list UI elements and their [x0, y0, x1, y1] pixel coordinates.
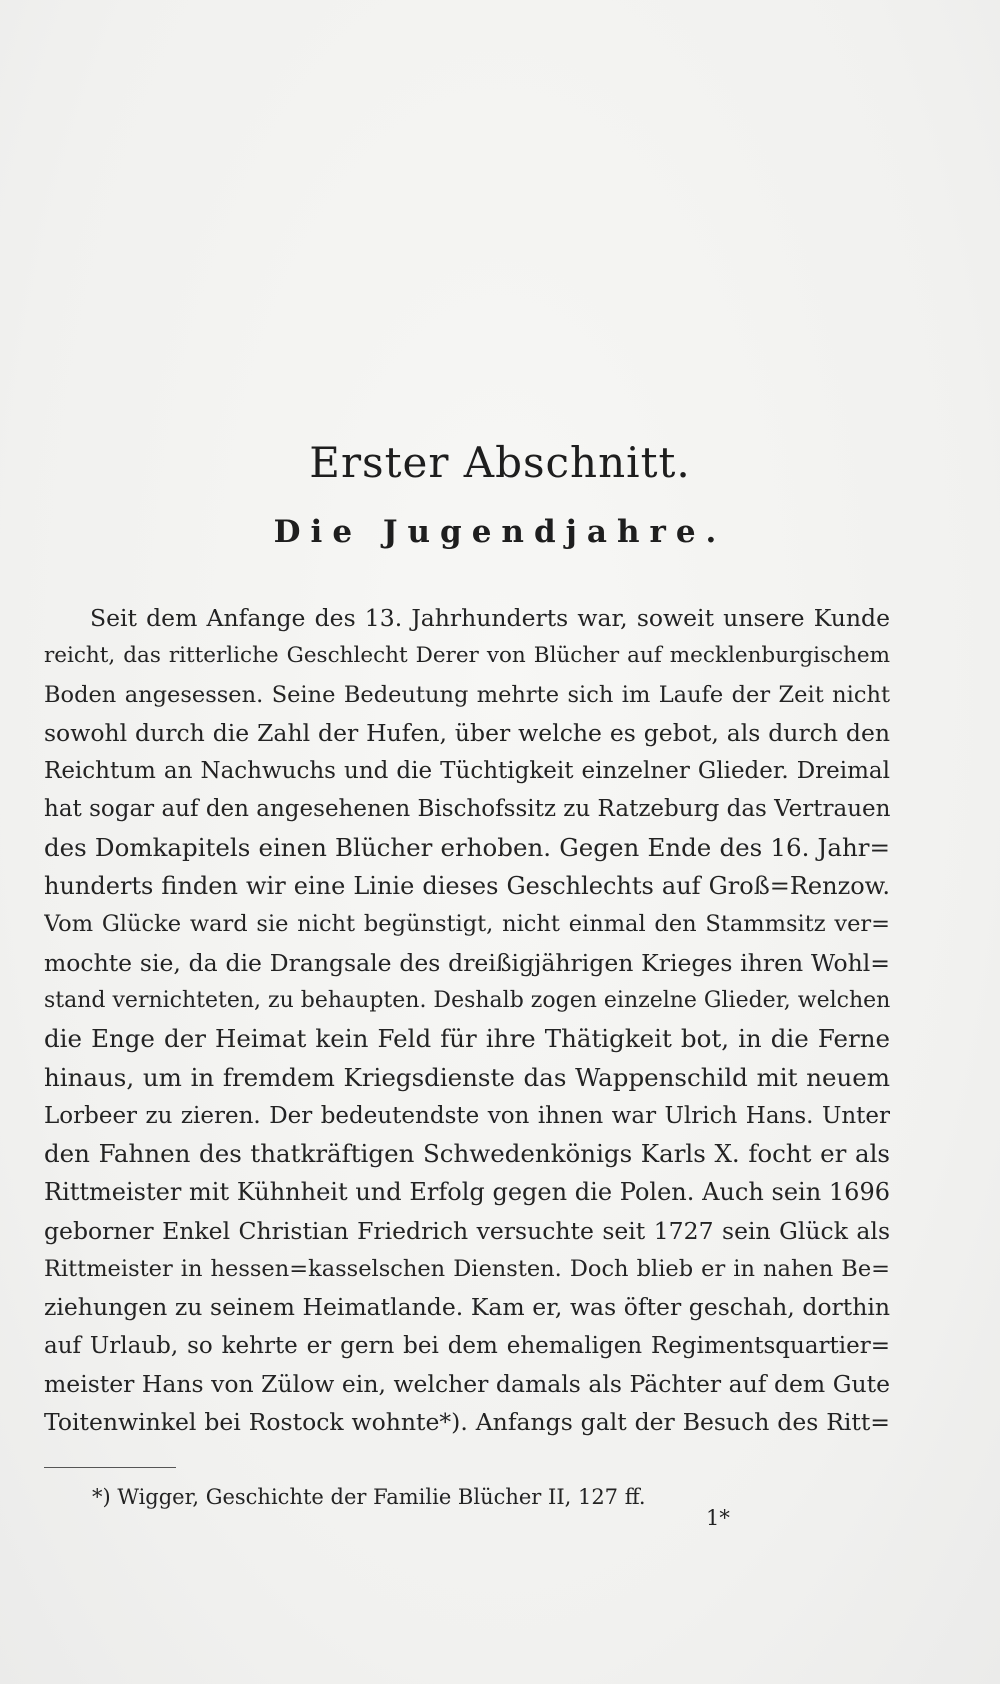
signature-mark: 1* [706, 1506, 730, 1530]
text-line: die Enge der Heimat kein Feld für ihre Thätigkeit bot, in die Ferne [44, 1024, 890, 1054]
text-line: Seit dem Anfange des 13. Jahrhunderts war, soweit unsere Kunde [90, 604, 890, 632]
text-line: Boden angesessen. Seine Bedeutung mehrte sich im Laufe der Zeit nicht [44, 681, 890, 708]
chapter-subtitle: Die Jugendjahre. [273, 514, 727, 550]
footnote: *) Wigger, Geschichte der Familie Blücher II, 127 ff. [92, 1485, 646, 1509]
text-line: stand vernichteten, zu behaupten. Deshalb zogen einzelne Glieder, welchen [44, 987, 890, 1013]
text-line: ziehungen zu seinem Heimatlande. Kam er, was öfter geschah, dorthin [44, 1293, 890, 1322]
chapter-title: Erster Abschnitt. [309, 438, 691, 487]
body-text [44, 599, 890, 1442]
text-line: mochte sie, da die Drangsale des dreißigjährigen Krieges ihren Wohl= [44, 948, 890, 977]
footnote-divider [44, 1467, 176, 1468]
text-line: geborner Enkel Christian Friedrich versuchte seit 1727 sein Glück als [44, 1216, 890, 1245]
text-line: Rittmeister in hessen=kasselschen Diensten. Doch blieb er in nahen Be= [44, 1256, 890, 1283]
text-line: auf Urlaub, so kehrte er gern bei dem ehemaligen Regimentsquartier= [44, 1332, 890, 1359]
text-line: Vom Glücke ward sie nicht begünstigt, nicht einmal den Stammsitz ver= [44, 911, 890, 938]
text-line: Rittmeister mit Kühnheit und Erfolg gegen die Polen. Auch sein 1696 [44, 1178, 890, 1207]
text-line: sowohl durch die Zahl der Hufen, über welche es gebot, als durch den [44, 718, 890, 747]
text-line: Reichtum an Nachwuchs und die Tüchtigkeit einzelner Glieder. Dreimal [44, 758, 890, 785]
text-line: hat sogar auf den angesehenen Bischofssitz zu Ratzeburg das Vertrauen [44, 796, 890, 823]
text-line: meister Hans von Zülow ein, welcher damals als Pächter auf dem Gute [44, 1369, 890, 1398]
text-line: des Domkapitels einen Blücher erhoben. Gegen Ende des 16. Jahr= [44, 832, 890, 862]
text-line: den Fahnen des thatkräftigen Schwedenkönigs Karls X. focht er als [44, 1139, 890, 1169]
text-line: Lorbeer zu zieren. Der bedeutendste von ihnen war Ulrich Hans. Unter [44, 1102, 890, 1129]
text-line: Toitenwinkel bei Rostock wohnte*). Anfangs galt der Besuch des Ritt= [44, 1408, 890, 1437]
text-line: hinaus, um in fremdem Kriegsdienste das Wappenschild mit neuem [44, 1062, 890, 1092]
text-line: reicht, das ritterliche Geschlecht Derer von Blücher auf mecklenburgischem [44, 643, 890, 669]
text-line: hunderts finden wir eine Linie dieses Geschlechts auf Groß=Renzow. [44, 872, 890, 901]
